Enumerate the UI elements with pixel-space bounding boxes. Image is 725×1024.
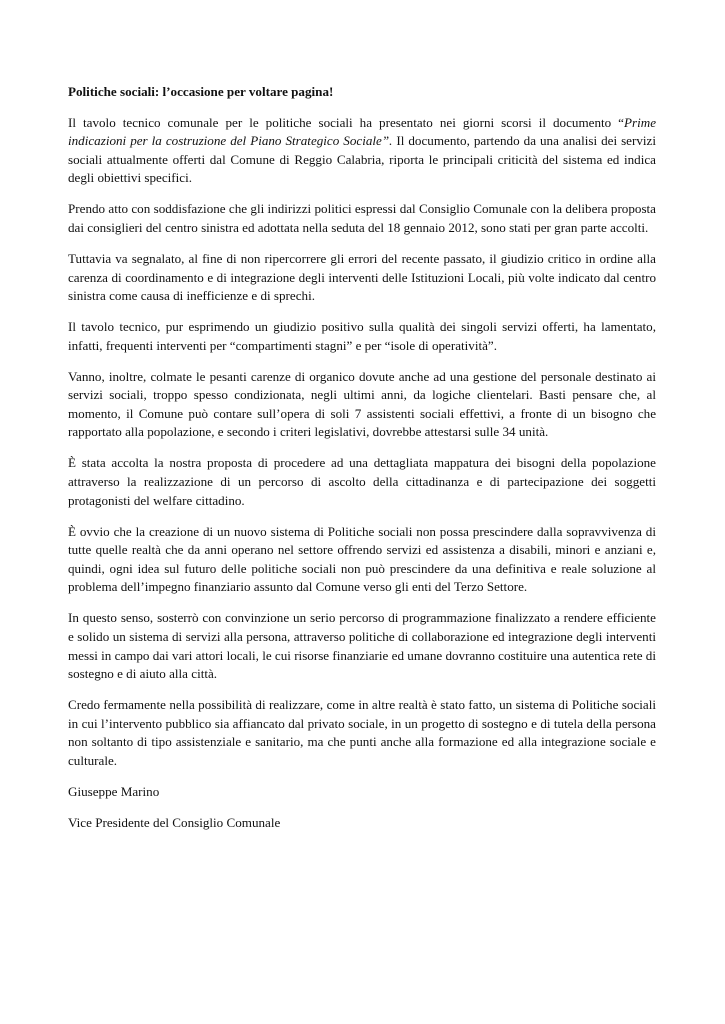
paragraph-1-text-end: Il documento, partendo da una analisi dei servizi sociali attualmente offerti dal Comune di Reggio Calabria, riporta le principali criticità del sistema ed indica degli obiettivi specifici. xyxy=(68,133,656,186)
paragraph-7: È ovvio che la creazione di un nuovo sistema di Politiche sociali non possa prescindere dalla sopravvivenza di tutte quelle realtà che da anni operano nel settore offrendo servizi ed assistenza a disabili, minori e anziani e, quindi, ogni idea sul futuro delle politiche sociali non può prescindere da una definitiva e reale soluzione al problema dell’impegno finanziario assunto dal Comune verso gli enti del Terzo Settore. xyxy=(68,523,656,595)
paragraph-1-text-start: Il tavolo tecnico comunale per le politiche sociali ha presentato nei giorni scorsi il documento “ xyxy=(68,114,624,130)
paragraph-1 xyxy=(68,114,656,188)
document-reference-title: Prime indicazioni per la costruzione del Piano Strategico Sociale”. xyxy=(68,114,656,149)
paragraph-2: Prendo atto con soddisfazione che gli indirizzi politici espressi dal Consiglio Comunale con la delibera proposta dai consiglieri del centro sinistra ed adottata nella seduta del 18 gennaio 2012, sono stati per gran parte accolti. xyxy=(68,201,656,235)
document-page xyxy=(68,83,656,845)
document-title: Politiche sociali: l’occasione per voltare pagina! xyxy=(68,84,334,99)
paragraph-9: Credo fermamente nella possibilità di realizzare, come in altre realtà è stato fatto, un sistema di Politiche sociali in cui l’intervento pubblico sia affiancato dal privato sociale, in un progetto di sostegno e di tutela della persona non soltanto di tipo assistenziale e sanitario, ma che punti anche alla formazione ed alla integrazione sociale e culturale. xyxy=(68,697,656,768)
signature-role: Vice Presidente del Consiglio Comunale xyxy=(68,814,281,830)
paragraph-8: In questo senso, sosterrò con convinzione un serio percorso di programmazione finalizzato a rendere efficiente e solido un sistema di servizi alla persona, attraverso politiche di collaborazione ed integrazione degli interventi messi in campo dai vari attori locali, le cui risorse finanziarie ed umane dovranno costituire una autentica rete di sostegno e di aiuto alla città. xyxy=(68,610,656,682)
paragraph-6: È stata accolta la nostra proposta di procedere ad una dettagliata mappatura dei bisogni della popolazione attraverso la realizzazione di un percorso di ascolto della cittadinanza e di partecipazione dei soggetti protagonisti del welfare cittadino. xyxy=(68,455,656,508)
paragraph-4: Il tavolo tecnico, pur esprimendo un giudizio positivo sulla qualità dei singoli servizi offerti, ha lamentato, infatti, frequenti interventi per “compartimenti stagni” e per “isole di operatività”. xyxy=(68,319,656,353)
paragraph-3: Tuttavia va segnalato, al fine di non ripercorrere gli errori del recente passato, il giudizio critico in ordine alla carenza di coordinamento e di integrazione degli interventi delle Istituzioni Locali, più volte indicato dal centro sinistra come causa di inefficienze e di sprechi. xyxy=(68,250,656,304)
signature-name: Giuseppe Marino xyxy=(68,783,160,799)
paragraph-5: Vanno, inoltre, colmate le pesanti carenze di organico dovute anche ad una gestione del personale destinato ai servizi sociali, troppo spesso condizionata, negli ultimi anni, da logiche clientelari. Basti pensare che, al momento, il Comune può contare sull’opera di soli 7 assistenti sociali effettivi, a fronte di un bisogno che rapportato alla popolazione, e secondo i criteri legislativi, dovrebbe attestarsi sulle 34 unità. xyxy=(68,368,656,440)
